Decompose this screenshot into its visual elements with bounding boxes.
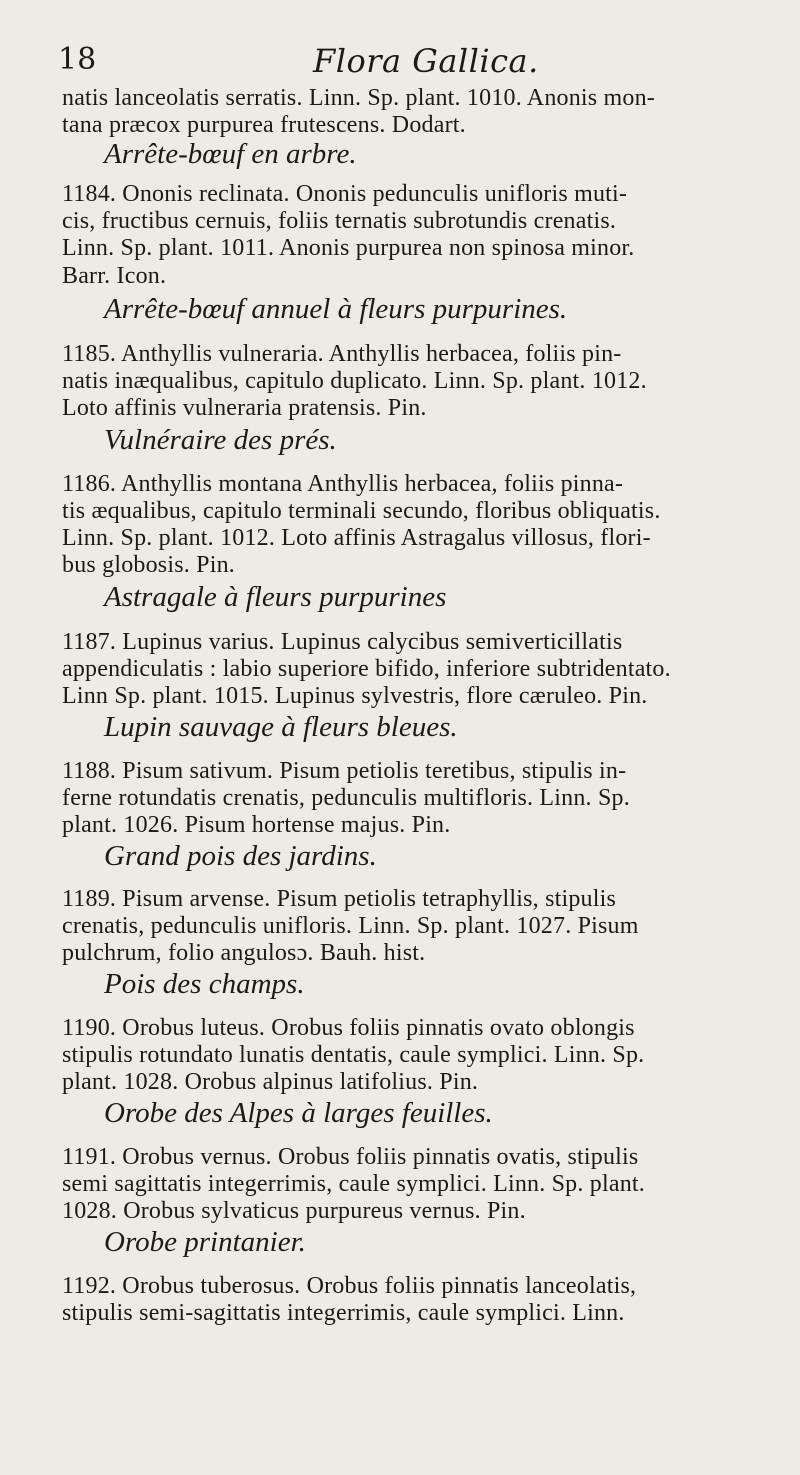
entry-text-line: stipulis semi-sagittatis integerrimis, caule symplici. Linn. <box>62 1300 625 1326</box>
page-header <box>58 42 778 86</box>
entry-text-line: 1028. Orobus sylvaticus purpureus vernus. Pin. <box>62 1198 526 1224</box>
entry-text-line: plant. 1026. Pisum hortense majus. Pin. <box>62 812 451 838</box>
entry-text-line: 1191. Orobus vernus. Orobus foliis pinnatis ovatis, stipulis <box>62 1144 639 1170</box>
entry-text-line: Loto affinis vulneraria pratensis. Pin. <box>62 395 427 421</box>
french-common-name: Grand pois des jardins. <box>104 840 377 872</box>
entry-text-line: bus globosis. Pin. <box>62 552 235 578</box>
entry-text-line: 1189. Pisum arvense. Pisum petiolis tetraphyllis, stipulis <box>62 886 617 912</box>
entry-text-line: stipulis rotundato lunatis dentatis, caule symplici. Linn. Sp. <box>62 1042 645 1068</box>
running-title: Flora Gallica. <box>313 42 539 80</box>
entry-text-line: tana præcox purpurea frutescens. Dodart. <box>62 112 466 138</box>
french-common-name: Astragale à fleurs purpurines <box>104 581 447 613</box>
entry-text-line: crenatis, pedunculis unifloris. Linn. Sp. plant. 1027. Pisum <box>62 913 639 939</box>
entry-text-line: plant. 1028. Orobus alpinus latifolius. Pin. <box>62 1069 479 1095</box>
entry-text-line: ferne rotundatis crenatis, pedunculis multifloris. Linn. Sp. <box>62 785 630 811</box>
entry-text-line: 1188. Pisum sativum. Pisum petiolis teretibus, stipulis in- <box>62 758 627 784</box>
entry-text-line: Linn. Sp. plant. 1011. Anonis purpurea non spinosa minor. <box>62 235 635 261</box>
entry-text-line: semi sagittatis integerrimis, caule symplici. Linn. Sp. plant. <box>62 1171 645 1197</box>
french-common-name: Lupin sauvage à fleurs bleues. <box>104 711 458 743</box>
french-common-name: Arrête-bœuf annuel à fleurs purpurines. <box>104 293 568 325</box>
entry-text-line: Barr. Icon. <box>62 263 167 289</box>
entry-text-line: Linn Sp. plant. 1015. Lupinus sylvestris, flore cæruleo. Pin. <box>62 683 648 709</box>
entry-text-line: natis lanceolatis serratis. Linn. Sp. plant. 1010. Anonis mon- <box>62 85 655 111</box>
entry-text-line: pulchrum, folio angulosɔ. Bauh. hist. <box>62 940 426 966</box>
entry-text-line: 1190. Orobus luteus. Orobus foliis pinnatis ovato oblongis <box>62 1015 635 1041</box>
french-common-name: Orobe printanier. <box>104 1226 306 1258</box>
entry-text-line: 1185. Anthyllis vulneraria. Anthyllis herbacea, foliis pin- <box>62 341 622 367</box>
french-common-name: Orobe des Alpes à larges feuilles. <box>104 1097 493 1129</box>
entry-text-line: Linn. Sp. plant. 1012. Loto affinis Astragalus villosus, flori- <box>62 525 651 551</box>
entry-text-line: cis, fructibus cernuis, foliis ternatis subrotundis crenatis. <box>62 208 617 234</box>
entry-text-line: natis inæqualibus, capitulo duplicato. Linn. Sp. plant. 1012. <box>62 368 647 394</box>
french-common-name: Vulnéraire des prés. <box>104 424 337 456</box>
french-common-name: Arrête-bœuf en arbre. <box>104 138 357 170</box>
entry-text-line: tis æqualibus, capitulo terminali secundo, floribus obliquatis. <box>62 498 661 524</box>
entry-text-line: 1187. Lupinus varius. Lupinus calycibus semiverticillatis <box>62 629 623 655</box>
page-number: 18 <box>58 42 97 77</box>
french-common-name: Pois des champs. <box>104 968 305 1000</box>
entry-text-line: 1184. Ononis reclinata. Ononis pedunculis unifloris muti- <box>62 181 628 207</box>
entry-text-line: 1192. Orobus tuberosus. Orobus foliis pinnatis lanceolatis, <box>62 1273 637 1299</box>
entry-text-line: appendiculatis : labio superiore bifido, inferiore subtridentato. <box>62 656 671 682</box>
entry-text-line: 1186. Anthyllis montana Anthyllis herbacea, foliis pinna- <box>62 471 624 497</box>
